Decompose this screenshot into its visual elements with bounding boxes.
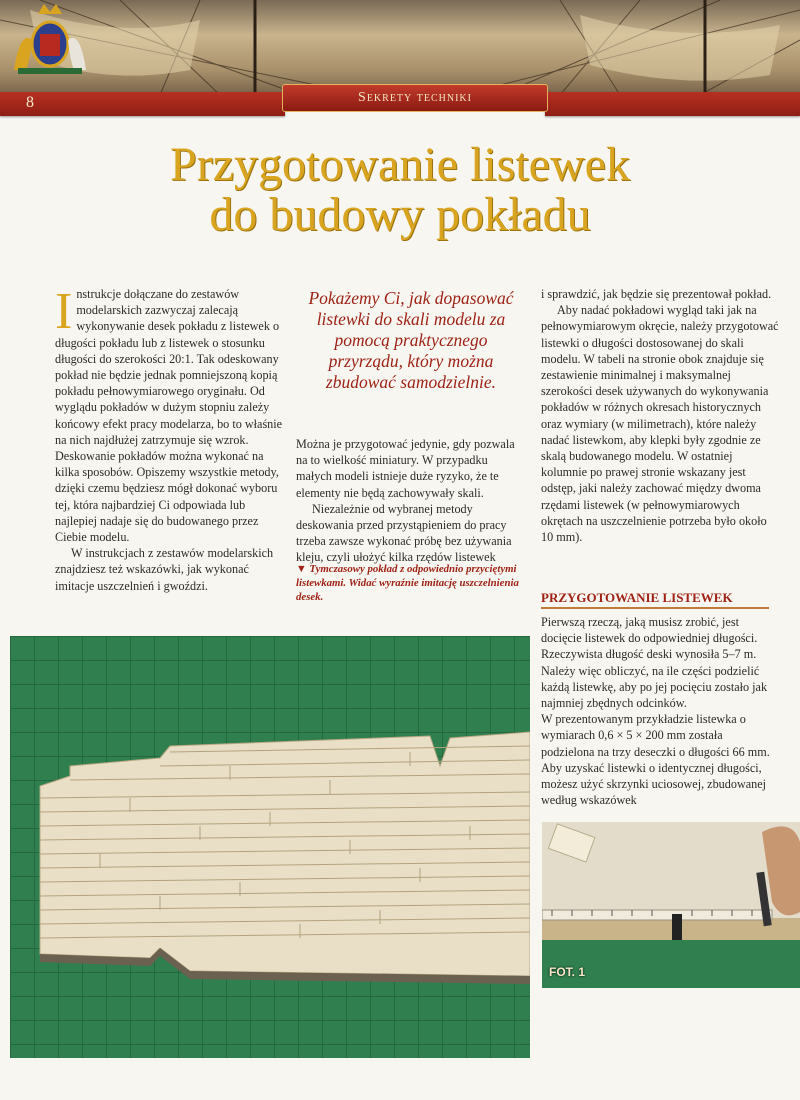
column-3-continued [541, 614, 779, 808]
photo-caption [296, 562, 526, 604]
royal-crest-icon [0, 0, 100, 78]
title-line-2: do budowy pokładu [209, 188, 591, 241]
column-1 [55, 283, 283, 594]
header-bar-right [545, 92, 800, 116]
caption-text: Tymczasowy pokład z odpowiednio przyciętymi listewkami. Widać wyraźnie imitację uszczelnienia desek. [296, 563, 519, 603]
paragraph: Aby nadać pokładowi wygląd taki jak na pełnowymiarowym okręcie, należy przygotować listewki o długości dostosowanej do skali modelu. W tabeli na stronie obok znajduje się zestawienie minimalnej i maksymalnej szerokości desek używanych do wykonywania pokładów w różnych okresach historycznych oraz wymiary (w milimetrach), które należy nadać listewkom, aby klepki były zgodnie ze skalą budowanego modelu. W ostatniej kolumnie po prawej stronie wskazany jest odstęp, jaki należy zachować między dwoma rzędami listewek (w pełnowymiarowych okrętach na uszczelnienie potrzeba było około 10 mm). [541, 303, 779, 545]
column-3 [541, 286, 779, 545]
paragraph: Pierwszą rzeczą, jaką musisz zrobić, jest docięcie listewek do odpowiedniej długości. Rzeczywista długość deski wynosiła 5–7 m. Należy więc obliczyć, na ile części podzielić każdą listewkę, aby po jej pocięciu zostało jak najmniej zbędnych odcinków. [541, 615, 768, 711]
column-2 [296, 436, 526, 566]
page-number: 8 [26, 94, 34, 111]
title-line-1: Przygotowanie listewek [170, 138, 630, 191]
intro-paragraph [55, 283, 283, 545]
paragraph: Niezależnie od wybranej metody deskowania przed przystąpieniem do pracy trzeba zawsze wykonać próbę bez używania kleju, czyli ułożyć kilka rzędów listewek [296, 501, 512, 565]
mitre-box-illustration [542, 822, 800, 988]
paragraph: i sprawdzić, jak będzie się prezentował pokład. [541, 287, 772, 301]
drop-cap: I [55, 283, 73, 340]
article-title [0, 140, 800, 240]
subheading-text: PRZYGOTOWANIE LISTEWEK [541, 590, 733, 605]
intro-text: nstrukcje dołączane do zestawów modelarskich zazwyczaj zalecają wykonywanie desek pokładu z listewek o długości pokładu lub z listewek o stosunku długości do szerokości 20:1. Tak odeskowany pokład nie będzie jednak pomniejszoną kopią pokładu pełnowymiarowego oryginału. Od wyglądu pokładów w dużym stopniu zależy końcowy efekt pracy modelarza, bo to właśnie na nich najdłużej zatrzymuje się wzrok. Deskowanie pokładów można wykonać na kilka sposobów. Opiszemy wszystkie metody, dzięki czemu będziesz mógł dokonać wyboru tej, która najbardziej Ci odpowiada lub najlepiej nadaje się do budowanego przez Ciebie modelu. [55, 287, 283, 545]
section-title: Sekrety techniki [358, 90, 472, 105]
paragraph: W instrukcjach z zestawów modelarskich znajdziesz też wskazówki, jak wykonać imitacje uszczelnień i gwoździ. [55, 546, 274, 593]
paragraph: W prezentowanym przykładzie listewka o wymiarach 0,6 × 5 × 200 mm została podzielona na trzy deseczki o długości 66 mm. Aby uzyskać listewki o identycznej długości, możesz użyć skrzynki uciosowej, zbudowanej według wskazówek [541, 712, 770, 808]
photo-label: FOT. 1 [549, 965, 586, 979]
paragraph: Można je przygotować jedynie, gdy pozwala na to wielkość miniatury. W przypadku małych modeli istnieje duże ryzyko, że te elementy nie będą zachowywały skali. [296, 437, 515, 500]
header-bar-left [0, 92, 285, 116]
section-tab [282, 84, 548, 112]
caption-marker-icon: ▼ [296, 563, 307, 575]
section-subheading [541, 590, 769, 609]
deck-planks-photo [10, 636, 530, 1058]
mitre-box-photo [542, 822, 800, 988]
cutting-mat-illustration [10, 636, 530, 1058]
pull-quote: Pokażemy Ci, jak dopasować listewki do skali modelu za pomocą praktycznego przyrządu, który można zbudować samodzielnie. [308, 288, 514, 392]
